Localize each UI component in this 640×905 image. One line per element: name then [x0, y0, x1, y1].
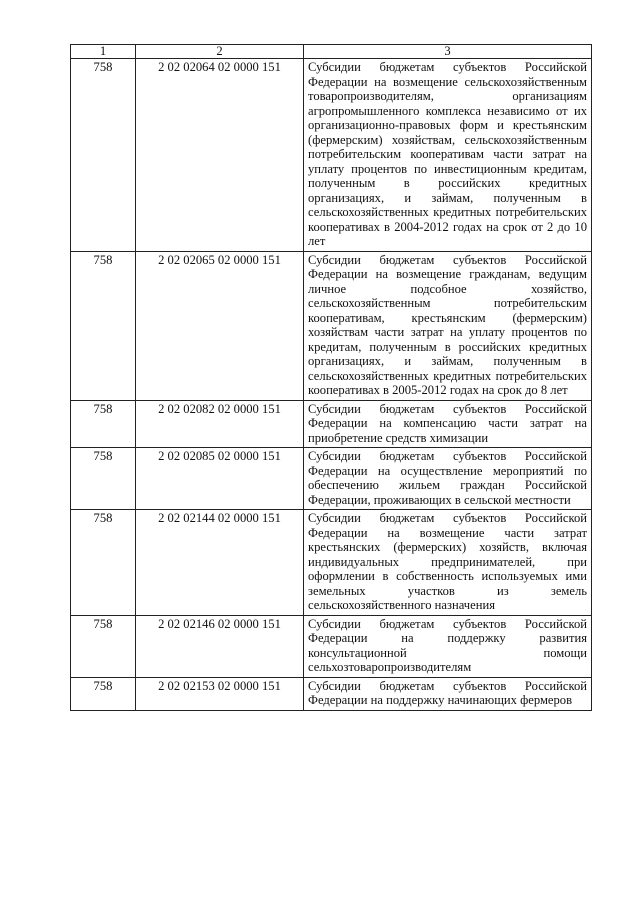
admin-code-cell: 758: [71, 59, 136, 252]
column-header-3: 3: [304, 45, 592, 59]
table-row: [71, 59, 592, 252]
description-cell: Субсидии бюджетам субъектов Российской Федерации на компенсацию части затрат на приобретение средств химизации: [304, 400, 592, 448]
admin-code-cell: 758: [71, 510, 136, 616]
column-header-2: 2: [136, 45, 304, 59]
admin-code-cell: 758: [71, 615, 136, 677]
table-row: [71, 400, 592, 448]
kbk-code-cell: 2 02 02144 02 0000 151: [136, 510, 304, 616]
admin-code-cell: 758: [71, 677, 136, 710]
table-row: [71, 677, 592, 710]
table-row: [71, 448, 592, 510]
admin-code-cell: 758: [71, 251, 136, 400]
kbk-code-cell: 2 02 02146 02 0000 151: [136, 615, 304, 677]
admin-code-cell: 758: [71, 400, 136, 448]
description-cell: Субсидии бюджетам субъектов Российской Федерации на осуществление мероприятий по обеспечению жильем граждан Российской Федерации, проживающих в сельской местности: [304, 448, 592, 510]
table-row: [71, 510, 592, 616]
description-cell: Субсидии бюджетам субъектов Российской Федерации на возмещение части затрат крестьянских (фермерских) хозяйств, включая индивидуальных предпринимателей, при оформлении в собственность используемых ими земельных участков из земель сельскохозяйственного назначения: [304, 510, 592, 616]
kbk-code-cell: 2 02 02153 02 0000 151: [136, 677, 304, 710]
column-header-1: 1: [71, 45, 136, 59]
table-row: [71, 251, 592, 400]
kbk-code-cell: 2 02 02065 02 0000 151: [136, 251, 304, 400]
kbk-code-cell: 2 02 02085 02 0000 151: [136, 448, 304, 510]
description-cell: Субсидии бюджетам субъектов Российской Федерации на возмещение гражданам, ведущим личное подсобное хозяйство, сельскохозяйственным потребительским кооперативам, крестьянским (фермерским) хозяйствам части затрат на уплату процентов по кредитам, полученным в российских кредитных организациях, и займам, полученным в сельскохозяйственных кредитных потребительских кооперативах в 2005-2012 годах на срок до 8 лет: [304, 251, 592, 400]
revenue-codes-table: [70, 44, 592, 711]
kbk-code-cell: 2 02 02064 02 0000 151: [136, 59, 304, 252]
description-cell: Субсидии бюджетам субъектов Российской Федерации на поддержку начинающих фермеров: [304, 677, 592, 710]
description-cell: Субсидии бюджетам субъектов Российской Федерации на поддержку развития консультационной помощи сельхозтоваропроизводителям: [304, 615, 592, 677]
kbk-code-cell: 2 02 02082 02 0000 151: [136, 400, 304, 448]
admin-code-cell: 758: [71, 448, 136, 510]
description-cell: Субсидии бюджетам субъектов Российской Федерации на возмещение сельскохозяйственным товаропроизводителям, организациям агропромышленного комплекса независимо от их организационно-правовых форм и крестьянским (фермерским) хозяйствам, сельскохозяйственным потребительским кооперативам части затрат на уплату процентов по инвестиционным кредитам, полученным в российских кредитных организациях, и займам, полученным в сельскохозяйственных кредитных потребительских кооперативах в 2004-2012 годах на срок от 2 до 10 лет: [304, 59, 592, 252]
table-header-row: [71, 45, 592, 59]
table-row: [71, 615, 592, 677]
